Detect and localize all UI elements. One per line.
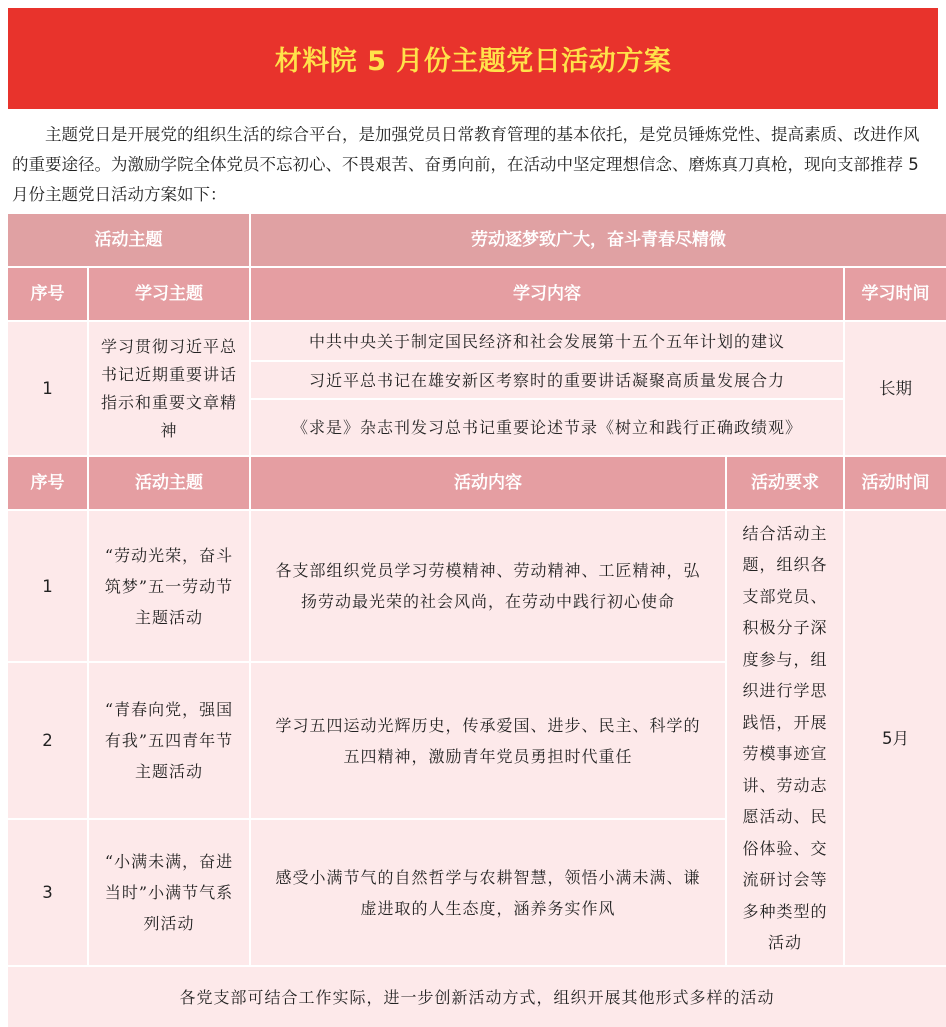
study-row-time: 长期 — [845, 322, 946, 455]
study-header-content: 学习内容 — [251, 268, 843, 320]
table-footer-note: 各党支部可结合工作实际，进一步创新活动方式，组织开展其他形式多样的活动 — [8, 967, 946, 1027]
activity-row-topic: “青春向党，强国有我”五四青年节主题活动 — [89, 663, 249, 818]
page-title: 材料院 5 月份主题党日活动方案 — [274, 46, 672, 77]
activity-row-topic: “劳动光荣，奋斗筑梦”五一劳动节主题活动 — [89, 511, 249, 661]
study-content-item: 中共中央关于制定国民经济和社会发展第十五个五年计划的建议 — [251, 322, 843, 360]
theme-value: 劳动逐梦致广大，奋斗青春尽精微 — [251, 214, 946, 266]
title-banner — [8, 8, 938, 109]
activity-row-topic: “小满未满，奋进当时”小满节气系列活动 — [89, 820, 249, 965]
study-header-time: 学习时间 — [845, 268, 946, 320]
study-header-index: 序号 — [8, 268, 87, 320]
activity-row-content: 各支部组织党员学习劳模精神、劳动精神、工匠精神，弘扬劳动最光荣的社会风尚，在劳动中践行初心使命 — [251, 511, 725, 661]
activity-header-content: 活动内容 — [251, 457, 725, 509]
activity-row-content: 感受小满节气的自然哲学与农耕智慧，领悟小满未满、谦虚进取的人生态度，涵养务实作风 — [251, 820, 725, 965]
intro-paragraph: 主题党日是开展党的组织生活的综合平台，是加强党员日常教育管理的基本依托，是党员锤炼党性、提高素质、改进作风的重要途径。为激励学院全体党员不忘初心、不畏艰苦、奋勇向前，在活动中坚定理想信念、磨炼真刀真枪，现向支部推荐 5 月份主题党日活动方案如下： — [12, 125, 920, 204]
activity-time: 5月 — [845, 511, 946, 965]
activity-header-time: 活动时间 — [845, 457, 946, 509]
activity-plan-table — [8, 214, 938, 1014]
study-row-index: 1 — [8, 322, 87, 455]
activity-header-requirement: 活动要求 — [727, 457, 843, 509]
activity-header-index: 序号 — [8, 457, 87, 509]
study-header-topic: 学习主题 — [89, 268, 249, 320]
activity-header-topic: 活动主题 — [89, 457, 249, 509]
activity-requirement: 结合活动主题，组织各支部党员、积极分子深度参与，组织进行学思践悟，开展劳模事迹宣讲、劳动志愿活动、民俗体验、交流研讨会等多种类型的活动 — [727, 511, 843, 965]
activity-row-index: 2 — [8, 663, 87, 818]
activity-row-index: 1 — [8, 511, 87, 661]
study-content-item: 习近平总书记在雄安新区考察时的重要讲话凝聚高质量发展合力 — [251, 362, 843, 398]
theme-label: 活动主题 — [8, 214, 249, 266]
activity-row-content: 学习五四运动光辉历史，传承爱国、进步、民主、科学的五四精神，激励青年党员勇担时代重任 — [251, 663, 725, 818]
study-content-item: 《求是》杂志刊发习总书记重要论述节录《树立和践行正确政绩观》 — [251, 400, 843, 455]
activity-row-index: 3 — [8, 820, 87, 965]
study-row-topic: 学习贯彻习近平总书记近期重要讲话指示和重要文章精神 — [89, 322, 249, 455]
